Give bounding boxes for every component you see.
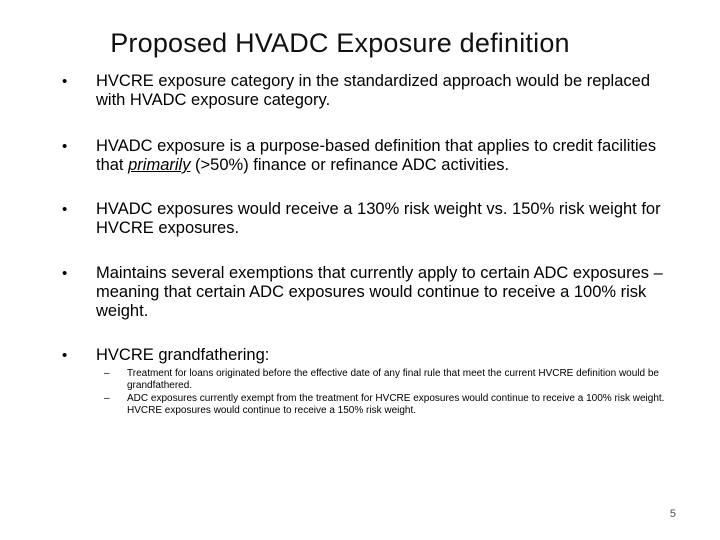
- bullet-text: Maintains several exemptions that currently apply to certain ADC exposures – meaning that certain ADC exposures would continue to receive a 100% risk weight.: [96, 264, 663, 320]
- bullet-item: [0, 346, 680, 365]
- bullet-text: HVCRE grandfathering:: [96, 346, 270, 364]
- bullet-text: [96, 137, 680, 175]
- sub-bullet-text: Treatment for loans originated before the effective date of any final rule that meet the current HVCRE definition would be grandfathered.: [127, 368, 659, 391]
- slide-title: Proposed HVADC Exposure definition: [110, 28, 570, 58]
- bullet-marker: •: [62, 201, 68, 218]
- sub-bullet-text: ADC exposures currently exempt from the treatment for HVCRE exposures would continue to receive a 100% risk weight. HVCRE exposures would continue to receive a 150% risk weight.: [127, 393, 665, 416]
- sub-bullet-item: [0, 393, 680, 417]
- emphasis-primarily: primarily: [128, 156, 191, 174]
- sub-bullet-marker: –: [104, 393, 110, 404]
- bullet-text: HVADC exposures would receive a 130% risk weight vs. 150% risk weight for HVCRE exposures.: [96, 200, 661, 237]
- bullet-item: [0, 137, 680, 175]
- sub-bullet-marker: –: [104, 368, 110, 379]
- bullet-marker: •: [62, 138, 68, 155]
- bullet-text-end: (>50%) finance or refinance ADC activities.: [190, 156, 510, 174]
- bullet-item: [0, 264, 680, 321]
- bullet-item: [0, 72, 680, 110]
- bullet-text-start: HVADC exposure is a purpose-based definition that applies to credit facilities that: [96, 137, 657, 174]
- bullet-marker: •: [62, 73, 68, 90]
- bullet-marker: •: [62, 347, 68, 364]
- sub-bullet-item: [0, 368, 680, 392]
- bullet-text: HVCRE exposure category in the standardized approach would be replaced with HVADC exposure category.: [96, 72, 650, 109]
- page-number: 5: [669, 508, 676, 520]
- bullet-item: [0, 200, 680, 238]
- bullet-marker: •: [62, 265, 68, 282]
